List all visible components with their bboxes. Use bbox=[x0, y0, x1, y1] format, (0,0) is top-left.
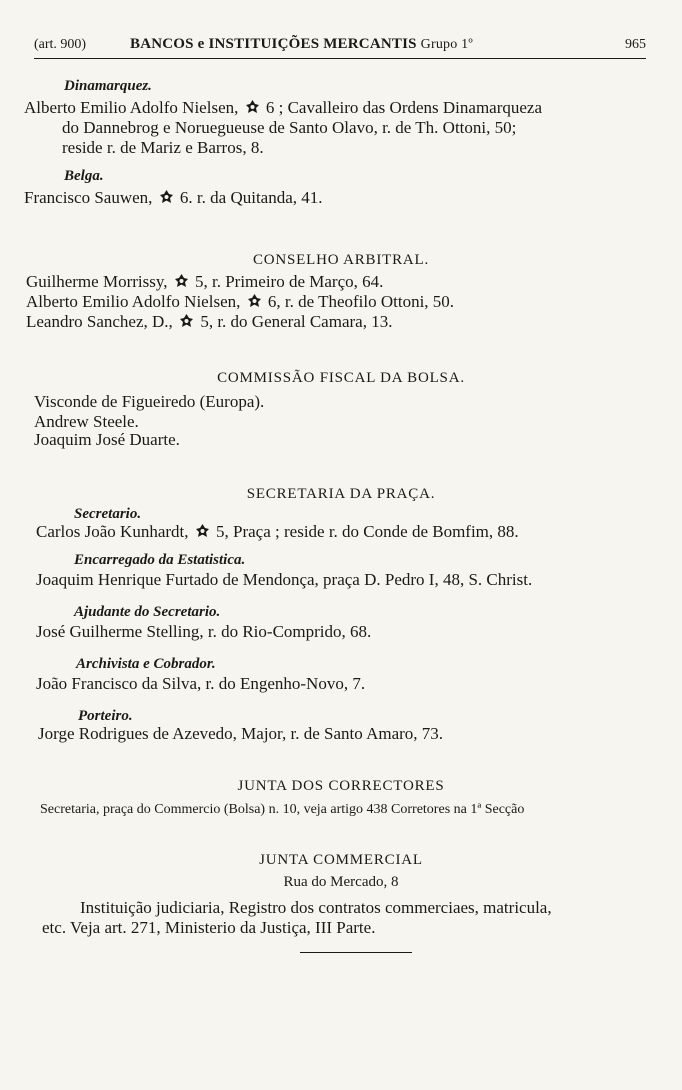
subheading-dinamarquez: Dinamarquez. bbox=[64, 78, 152, 94]
decoration-icon bbox=[179, 313, 194, 330]
decoration-icon bbox=[195, 523, 210, 540]
decoration-icon bbox=[159, 189, 174, 206]
junta-commercial-text-1: Instituição judiciaria, Registro dos contratos commerciaes, matricula, bbox=[80, 898, 552, 917]
entry-steele: Andrew Steele. bbox=[34, 412, 139, 431]
entry-azevedo: Jorge Rodrigues de Azevedo, Major, r. de Santo Amaro, 73. bbox=[38, 724, 444, 743]
section-heading-junta-correctores: JUNTA DOS CORRECTORES bbox=[237, 778, 445, 794]
subheading-belga: Belga. bbox=[64, 168, 104, 184]
entry-silva: João Francisco da Silva, r. do Engenho-Novo, 7. bbox=[36, 674, 366, 693]
entry-kunhardt bbox=[36, 522, 519, 542]
decoration-icon bbox=[245, 99, 260, 116]
header-rule bbox=[34, 58, 646, 59]
role-archivista: Archivista e Cobrador. bbox=[76, 656, 216, 672]
entry-nielsen-line-3: reside r. de Mariz e Barros, 8. bbox=[62, 138, 264, 157]
section-heading-secretaria-praca: SECRETARIA DA PRAÇA. bbox=[246, 486, 436, 502]
entry-nielsen-detail: 6 ; Cavalleiro das Ordens Dinamarqueza bbox=[265, 98, 543, 117]
entry-sanchez-name: Leandro Sanchez, D., bbox=[26, 312, 173, 331]
junta-commercial-address: Rua do Mercado, 8 bbox=[283, 874, 399, 890]
closing-rule bbox=[300, 952, 412, 953]
role-secretario: Secretario. bbox=[74, 506, 142, 522]
running-title bbox=[130, 36, 473, 53]
entry-duarte: Joaquim José Duarte. bbox=[34, 430, 180, 449]
page-header bbox=[34, 34, 646, 58]
role-estatistica: Encarregado da Estatistica. bbox=[74, 552, 246, 568]
entry-stelling: José Guilherme Stelling, r. do Rio-Comprido, 68. bbox=[36, 622, 372, 641]
running-title-text: BANCOS e INSTITUIÇÕES MERCANTIS bbox=[130, 36, 417, 52]
entry-nielsen-arbitral bbox=[26, 292, 454, 312]
article-reference: (art. 900) bbox=[34, 37, 87, 52]
role-porteiro: Porteiro. bbox=[78, 708, 133, 724]
page-number: 965 bbox=[625, 37, 646, 52]
decoration-icon bbox=[247, 293, 262, 310]
entry-nielsen-arbitral-detail: 6, r. de Theofilo Ottoni, 50. bbox=[267, 292, 455, 311]
entry-kunhardt-detail: 5, Praça ; reside r. do Conde de Bomfim, 88. bbox=[216, 522, 519, 541]
junta-correctores-text: Secretaria, praça do Commercio (Bolsa) n. 10, veja artigo 438 Corretores na 1ª Secção bbox=[40, 802, 525, 817]
entry-nielsen-name: Alberto Emilio Adolfo Nielsen, bbox=[24, 98, 239, 117]
entry-nielsen-arbitral-name: Alberto Emilio Adolfo Nielsen, bbox=[26, 292, 241, 311]
section-heading-commissao-fiscal: COMMISSÃO FISCAL DA BOLSA. bbox=[217, 370, 465, 386]
entry-sanchez-detail: 5, r. do General Camara, 13. bbox=[200, 312, 393, 331]
group-label: Grupo 1º bbox=[420, 37, 473, 52]
section-heading-conselho-arbitral: CONSELHO ARBITRAL. bbox=[252, 252, 430, 268]
entry-sanchez bbox=[26, 312, 392, 332]
entry-nielsen-line-1 bbox=[24, 98, 542, 118]
entry-nielsen-line-2: do Dannebrog e Noruegueuse de Santo Olavo, r. de Th. Ottoni, 50; bbox=[62, 118, 517, 137]
section-heading-junta-commercial: JUNTA COMMERCIAL bbox=[259, 852, 423, 868]
entry-kunhardt-name: Carlos João Kunhardt, bbox=[36, 522, 189, 541]
entry-morrissy-detail: 5, r. Primeiro de Março, 64. bbox=[195, 272, 384, 291]
entry-sauwen bbox=[24, 188, 323, 208]
entry-sauwen-detail: 6. r. da Quitanda, 41. bbox=[179, 188, 323, 207]
entry-mendonca: Joaquim Henrique Furtado de Mendonça, praça D. Pedro I, 48, S. Christ. bbox=[36, 570, 533, 589]
entry-sauwen-name: Francisco Sauwen, bbox=[24, 188, 153, 207]
entry-visconde: Visconde de Figueiredo (Europa). bbox=[34, 392, 265, 411]
entry-morrissy-name: Guilherme Morrissy, bbox=[26, 272, 168, 291]
decoration-icon bbox=[174, 273, 189, 290]
role-ajudante: Ajudante do Secretario. bbox=[74, 604, 221, 620]
junta-commercial-text-2: etc. Veja art. 271, Ministerio da Justiça, III Parte. bbox=[42, 918, 376, 937]
entry-morrissy bbox=[26, 272, 383, 292]
